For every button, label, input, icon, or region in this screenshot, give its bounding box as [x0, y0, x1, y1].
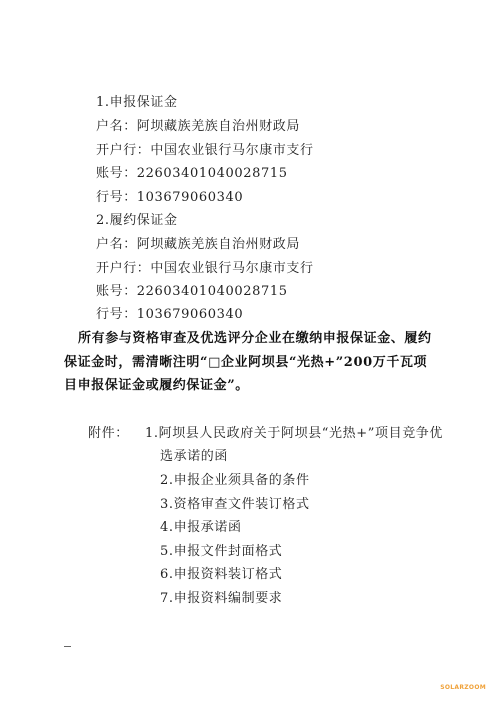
section2-account-no: 账号：22603401040028715	[96, 284, 288, 299]
notice-line-1: 所有参与资格审查及优选评分企业在缴纳申报保证金、履约	[78, 331, 432, 346]
section2-heading: 2.履约保证金	[96, 213, 178, 228]
attachment-item-2: 2.申报企业须具备的条件	[160, 473, 310, 488]
attachment-item-3: 3.资格审查文件装订格式	[160, 497, 310, 512]
attachment-item-1: 1.阿坝县人民政府关于阿坝县“光热+”项目竞争优	[145, 426, 443, 441]
section2-bank: 开户行：中国农业银行马尔康市支行	[96, 261, 314, 276]
section1-bank: 开户行：中国农业银行马尔康市支行	[96, 143, 314, 158]
attachments-label: 附件：	[88, 426, 129, 441]
section1-heading: 1.申报保证金	[96, 95, 178, 110]
section1-account-name: 户名：阿坝藏族羌族自治州财政局	[96, 119, 301, 134]
attachment-item-6: 6.申报资料装订格式	[160, 567, 283, 582]
footer-dash	[64, 646, 71, 647]
notice-line-3: 目申报保证金或履约保证金”。	[64, 378, 249, 393]
attachment-item-1-cont: 选承诺的函	[160, 449, 229, 464]
section1-account-no: 账号：22603401040028715	[96, 166, 288, 181]
watermark-logo: SOLARZOOM	[440, 684, 486, 691]
section2-account-name: 户名：阿坝藏族羌族自治州财政局	[96, 237, 301, 252]
section1-bank-code: 行号：103679060340	[96, 190, 244, 205]
notice-line-2: 保证金时，需清晰注明“□企业阿坝县“光热+”200万千瓦项	[64, 355, 428, 370]
section2-bank-code: 行号：103679060340	[96, 307, 244, 322]
attachment-item-4: 4.申报承诺函	[160, 520, 242, 535]
attachment-item-7: 7.申报资料编制要求	[160, 591, 283, 606]
attachment-item-5: 5.申报文件封面格式	[160, 544, 283, 559]
